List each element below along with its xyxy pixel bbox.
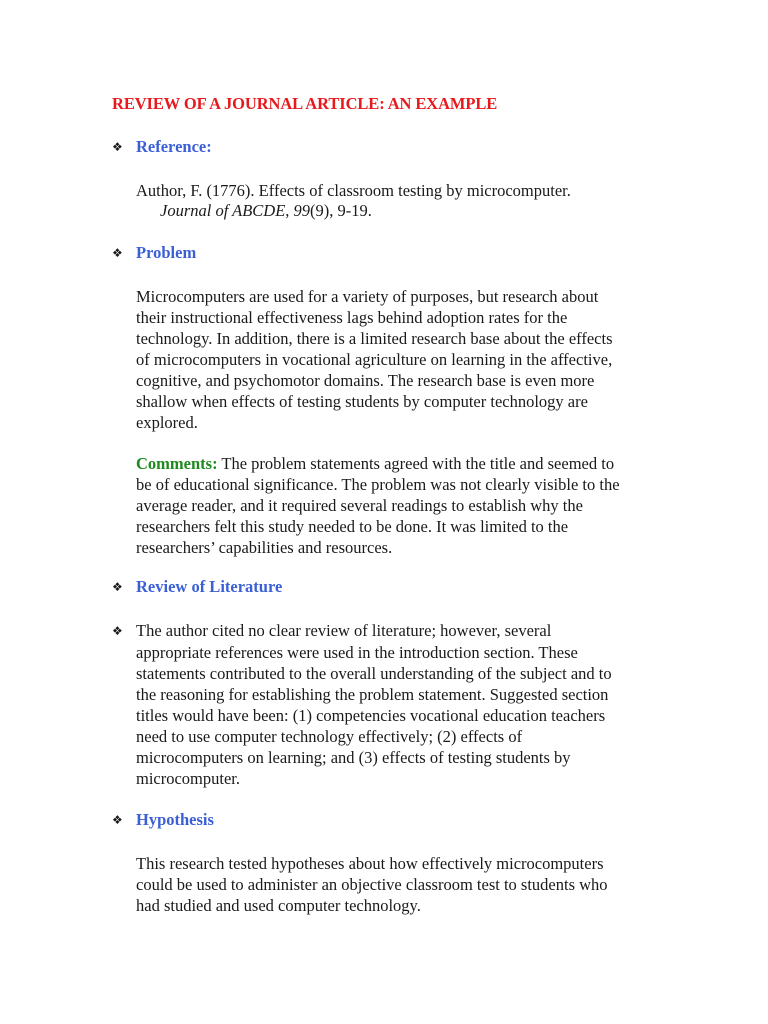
section-heading-problem [112, 243, 196, 263]
paragraph-line [112, 620, 672, 642]
paragraph-line: microcomputers on learning; and (3) effects of testing students by [136, 748, 571, 767]
paragraph-line: be of educational significance. The problem was not clearly visible to the [136, 475, 620, 494]
paragraph-line: This research tested hypotheses about how effectively microcomputers [136, 854, 604, 873]
paragraph-line: appropriate references were used in the introduction section. These [136, 643, 578, 662]
journal-name: Journal of ABCDE [160, 201, 286, 220]
paragraph-line: the reasoning for establishing the problem statement. Suggested section [136, 685, 609, 704]
paragraph-line: researchers’ capabilities and resources. [136, 538, 393, 557]
bullet-icon: ❖ [112, 580, 123, 594]
paragraph-line: explored. [136, 413, 198, 432]
section-heading-reference [112, 137, 212, 157]
bullet-icon: ❖ [112, 246, 123, 260]
paragraph-line: titles would have been: (1) competencies vocational education teachers [136, 706, 606, 725]
paragraph-line: shallow when effects of testing students by computer technology are [136, 392, 588, 411]
section-heading-hypothesis [112, 810, 214, 830]
comments-first-line: The problem statements agreed with the title and seemed to [221, 454, 615, 473]
journal-comma: , [285, 201, 290, 220]
journal-volume: 99 [293, 201, 311, 220]
bullet-icon: ❖ [112, 813, 123, 827]
literature-paragraph [112, 620, 672, 789]
reference-citation [136, 180, 656, 201]
paragraph-line: could be used to administer an objective classroom test to students who [136, 875, 608, 894]
section-heading-literature [112, 577, 282, 597]
paragraph-line: average reader, and it required several readings to establish why the [136, 496, 583, 515]
journal-issue-pages: (9), 9-19. [310, 201, 372, 220]
bullet-icon: ❖ [112, 624, 123, 638]
comments-label: Comments: [136, 454, 218, 473]
paragraph-line: had studied and used computer technology. [136, 896, 421, 915]
document-title: REVIEW OF A JOURNAL ARTICLE: AN EXAMPLE [112, 94, 498, 113]
paragraph-line: microcomputer. [136, 769, 241, 788]
hypothesis-paragraph [136, 853, 656, 916]
comments-paragraph [136, 453, 656, 558]
reference-heading-label: Reference: [136, 137, 212, 156]
paragraph-line: of microcomputers in vocational agriculture on learning in the affective, [136, 350, 613, 369]
literature-first-line: The author cited no clear review of literature; however, several [136, 621, 552, 640]
paragraph-line: cognitive, and psychomotor domains. The research base is even more [136, 371, 595, 390]
problem-paragraph [136, 286, 656, 433]
reference-journal-line [160, 201, 372, 221]
reference-line: Author, F. (1776). Effects of classroom testing by microcomputer. [136, 181, 571, 200]
paragraph-line: technology. In addition, there is a limited research base about the effects [136, 329, 613, 348]
paragraph-line: Microcomputers are used for a variety of purposes, but research about [136, 287, 599, 306]
paragraph-line: researchers felt this study needed to be done. It was limited to the [136, 517, 569, 536]
hypothesis-heading-label: Hypothesis [136, 810, 214, 829]
paragraph-line [136, 453, 656, 474]
problem-heading-label: Problem [136, 243, 197, 262]
paragraph-line: need to use computer technology effectively; (2) effects of [136, 727, 523, 746]
paragraph-line: statements contributed to the overall understanding of the subject and to [136, 664, 612, 683]
literature-heading-label: Review of Literature [136, 577, 283, 596]
paragraph-line: their instructional effectiveness lags behind adoption rates for the [136, 308, 568, 327]
bullet-icon: ❖ [112, 140, 123, 154]
